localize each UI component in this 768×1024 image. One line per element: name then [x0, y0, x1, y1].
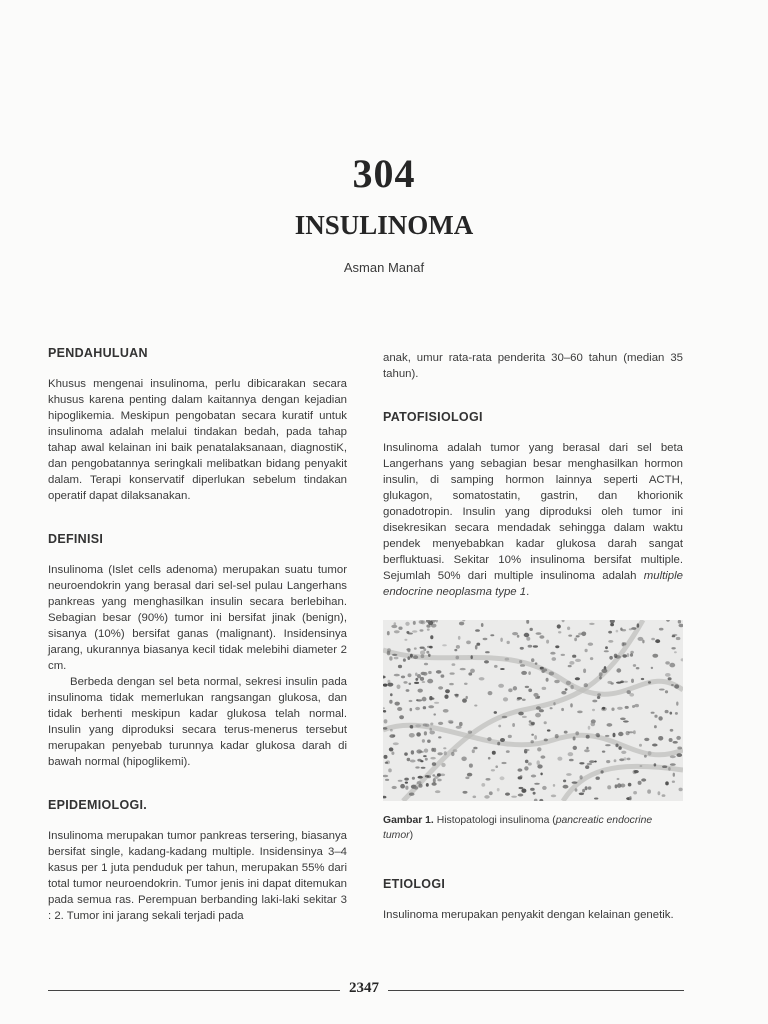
section-heading-etiologi: ETIOLOGI — [383, 877, 446, 891]
section-heading-pendahuluan: PENDAHULUAN — [48, 346, 148, 360]
page-number: 2347 — [349, 980, 379, 996]
figure-caption: Gambar 1. Histopatologi insulinoma (pancreatic endocrine tumor) — [383, 815, 653, 841]
histopathology-image — [383, 620, 683, 801]
paragraph-etiologi: Insulinoma merupakan penyakit dengan kelainan genetik. — [383, 909, 674, 921]
footer-rule-right — [388, 990, 684, 991]
paragraph-epidemiologi: Insulinoma merupakan tumor pankreas tersering, biasanya bersifat single, kadang-kadang multiple. Insidensinya 3–4 kasus per 1 juta penduduk per tahun, merupakan 55% dari total tumor neuroendokrin. Tumor jenis ini dapat ditemukan pada semua ras. Perempuan berbanding laki-laki sekitar 3 : 2. Tumor ini jarang sekali terjadi pada — [48, 830, 347, 922]
chapter-number: 304 — [352, 151, 416, 196]
left-column — [48, 346, 347, 924]
figure-label: Gambar 1. — [383, 815, 434, 826]
section-heading-epidemiologi: EPIDEMIOLOGI. — [48, 798, 148, 812]
chapter-title: INSULINOMA — [294, 210, 474, 240]
paragraph-pendahuluan: Khusus mengenai insulinoma, perlu dibicarakan secara khusus karena penting dalam kaitannya dengan kejadian hipoglikemia. Meskipun pengobatan secara kuratif untuk insulinoma adalah melalui tindakan bedah, pada tahap tahap awal kelainan ini baik penatalaksanaan, diagnostiK, dan pengobatannya seringkali melibatkan bidang penyakit dalam. Terapi konservatif diperlukan sebelum tindakan operatif dapat dilaksanakan. — [48, 378, 347, 502]
paragraph-patofisiologi: Insulinoma adalah tumor yang berasal dari sel beta Langerhans yang sebagian besar menghasilkan hormon insulin, di samping hormon lainnya seperti ACTH, glukagon, somatostatin, gastrin, dan khorionik gonadotropin. Insulin yang diproduksi oleh tumor ini disekresikan secara mendadak sehingga dalam waktu pendek menyebabkan kadar glukosa darah sangat berfluktuasi. Sekitar 10% insulinoma bersifat multiple. Sejumlah 50% dari multiple insulinoma adalah multiple endocrine neoplasma type 1. — [383, 442, 683, 598]
italic-term: multiple endocrine neoplasma type 1 — [383, 570, 683, 598]
footer-rule-left — [48, 990, 340, 991]
section-heading-definisi: DEFINISI — [48, 532, 104, 546]
paragraph-epidemiologi-continued: anak, umur rata-rata penderita 30–60 tahun (median 35 tahun). — [383, 352, 683, 380]
right-column — [383, 350, 683, 923]
author-name: Asman Manaf — [343, 260, 425, 275]
paragraph-definisi-1: Insulinoma (Islet cells adenoma) merupakan suatu tumor neuroendokrin yang berasal dari sel-sel pulau Langerhans pankreas yang menghasilkan insulin secara berlebihan. Sebagian besar (90%) tumor ini bersifat jinak (benign), sisanya (10%) bersifat ganas (malignant). Insidensinya jarang, ukurannya biasanya kecil tidak melebihi diameter 2 cm. — [48, 564, 347, 672]
paragraph-definisi-2: Berbeda dengan sel beta normal, sekresi insulin pada insulinoma tidak memerlukan rangsangan glukosa, dan tidak berhenti meskipun kadar glukosa telah normal. Insulin yang diproduksi secara terus-menerus tersebut merupakan penyebab turunnya kadar glukosa darah di bawah normal (hipoglikemi). — [48, 676, 347, 768]
section-heading-patofisiologi: PATOFISIOLOGI — [383, 410, 483, 424]
figure-caption-italic: pancreatic endocrine tumor — [383, 815, 653, 841]
